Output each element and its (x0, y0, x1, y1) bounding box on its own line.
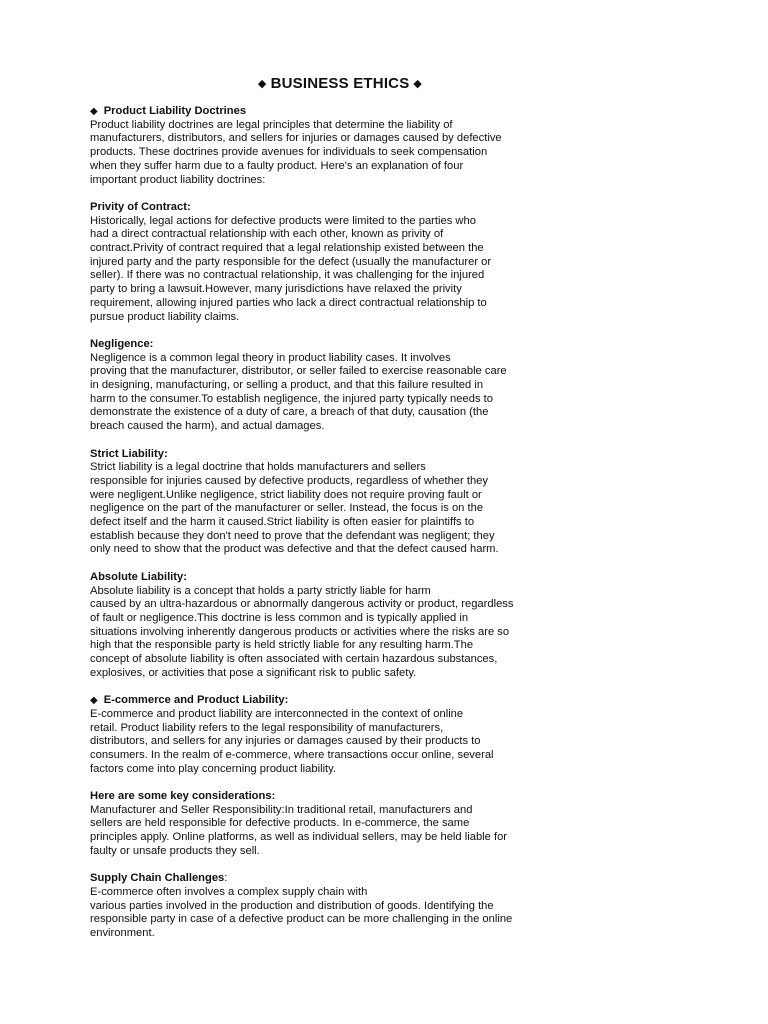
section-heading: Here are some key considerations: (90, 790, 276, 803)
section-product-liability-doctrines (90, 105, 590, 187)
text-line: establish because they don't need to prove that the defendant was negligent; they (90, 529, 495, 542)
text-line: products. These doctrines provide avenues for individuals to seek compensation (90, 146, 488, 159)
section-heading (90, 872, 590, 886)
section-heading-text: Supply Chain Challenges (90, 872, 225, 885)
section-heading-text: E-commerce and Product Liability: (103, 694, 289, 707)
text-line: harm to the consumer.To establish negligence, the injured party typically needs to (90, 392, 493, 405)
text-line: factors come into play concerning product liability. (90, 762, 337, 775)
document-title (90, 74, 590, 95)
diamond-bullet-icon: ◆ (90, 106, 98, 117)
section-heading (90, 694, 590, 708)
text-line: explosives, or activities that pose a significant risk to public safety. (90, 666, 417, 679)
text-line: in designing, manufacturing, or selling a product, and that this failure resulted in (90, 379, 484, 392)
text-line: distributors, and sellers for any injuries or damages caused by their products to (90, 735, 481, 748)
text-line: requirement, allowing injured parties who lack a direct contractual relationship to (90, 296, 487, 309)
section-paragraph (90, 886, 590, 941)
text-line: Manufacturer and Seller Responsibility:In traditional retail, manufacturers and (90, 803, 473, 816)
section-paragraph (90, 352, 590, 434)
section-heading: Negligence: (90, 337, 154, 350)
section-ecommerce-product-liability (90, 694, 590, 776)
document-title-text: BUSINESS ETHICS (270, 75, 410, 92)
diamond-bullet-icon: ◆ (90, 695, 98, 707)
text-line: high that the responsible party is held strictly liable for any resulting harm.The (90, 639, 474, 652)
section-strict-liability (90, 448, 590, 558)
text-line: demonstrate the existence of a duty of care, a breach of that duty, causation (the (90, 406, 489, 419)
text-line: defect itself and the harm it caused.Strict liability is often easier for plaintiffs to (90, 516, 475, 529)
text-line: consumers. In the realm of e-commerce, where transactions occur online, several (90, 748, 494, 761)
document-page (90, 74, 590, 941)
text-line: responsible for injuries caused by defective products, regardless of whether they (90, 474, 488, 487)
text-line: important product liability doctrines: (90, 173, 266, 186)
section-heading-text: Product Liability Doctrines (103, 105, 247, 117)
text-line: negligence on the part of the manufacturer or seller. Instead, the focus is on the (90, 502, 484, 515)
text-line: had a direct contractual relationship with each other, known as privity of (90, 228, 444, 241)
section-heading: Strict Liability: (90, 447, 168, 460)
text-line: sellers are held responsible for defective products. In e-commerce, the same (90, 817, 470, 830)
text-line: principles apply. Online platforms, as well as individual sellers, may be held liable for (90, 831, 508, 844)
section-supply-chain-challenges (90, 872, 590, 941)
text-line: manufacturers, distributors, and sellers for injuries or damages caused by defective (90, 132, 502, 145)
text-line: caused by an ultra-hazardous or abnormally dangerous activity or product, regardless (90, 598, 514, 611)
text-line: proving that the manufacturer, distributor, or seller failed to exercise reasonable care (90, 365, 507, 378)
section-paragraph (90, 119, 590, 188)
text-line: seller). If there was no contractual relationship, it was challenging for the injured (90, 269, 485, 282)
text-line: when they suffer harm due to a faulty product. Here's an explanation of four (90, 159, 464, 172)
section-negligence (90, 338, 590, 434)
heading-colon: : (224, 872, 228, 885)
section-privity-of-contract (90, 201, 590, 324)
text-line: Strict liability is a legal doctrine that holds manufacturers and sellers (90, 461, 426, 474)
text-line: E-commerce often involves a complex supply chain with (90, 885, 368, 898)
section-key-considerations (90, 790, 590, 859)
section-paragraph (90, 461, 590, 557)
section-paragraph (90, 804, 590, 859)
text-line: E-commerce and product liability are interconnected in the context of online (90, 707, 464, 720)
text-line: faulty or unsafe products they sell. (90, 844, 260, 857)
text-line: Historically, legal actions for defective products were limited to the parties who (90, 214, 476, 227)
section-paragraph (90, 708, 590, 777)
text-line: various parties involved in the production and distribution of goods. Identifying the (90, 899, 494, 912)
text-line: situations involving inherently dangerous products or activities where the risks are so (90, 625, 510, 638)
text-line: only need to show that the product was defective and that the defect caused harm. (90, 543, 499, 556)
text-line: were negligent.Unlike negligence, strict liability does not require proving fault or (90, 488, 482, 501)
diamond-bullet-icon: ◆ (413, 78, 423, 90)
text-line: contract.Privity of contract required that a legal relationship existed between the (90, 242, 484, 255)
section-absolute-liability (90, 571, 590, 681)
text-line: party to bring a lawsuit.However, many jurisdictions have relaxed the privity (90, 283, 462, 296)
text-line: environment. (90, 927, 155, 940)
section-paragraph (90, 215, 590, 325)
section-heading: Absolute Liability: (90, 570, 187, 583)
text-line: responsible party in case of a defective product can be more challenging in the online (90, 913, 513, 926)
diamond-bullet-icon: ◆ (257, 78, 267, 90)
text-line: retail. Product liability refers to the legal responsibility of manufacturers, (90, 721, 444, 734)
text-line: breach caused the harm), and actual damages. (90, 420, 325, 433)
section-heading: Privity of Contract: (90, 200, 191, 213)
text-line: of fault or negligence.This doctrine is less common and is typically applied in (90, 611, 469, 624)
text-line: Negligence is a common legal theory in product liability cases. It involves (90, 351, 451, 364)
text-line: Absolute liability is a concept that holds a party strictly liable for harm (90, 584, 431, 597)
section-paragraph (90, 585, 590, 681)
text-line: pursue product liability claims. (90, 310, 240, 323)
text-line: Product liability doctrines are legal principles that determine the liability of (90, 118, 453, 131)
text-line: injured party and the party responsible for the defect (usually the manufacturer or (90, 255, 492, 268)
text-line: concept of absolute liability is often associated with certain hazardous substances, (90, 653, 498, 666)
section-heading (90, 105, 590, 119)
